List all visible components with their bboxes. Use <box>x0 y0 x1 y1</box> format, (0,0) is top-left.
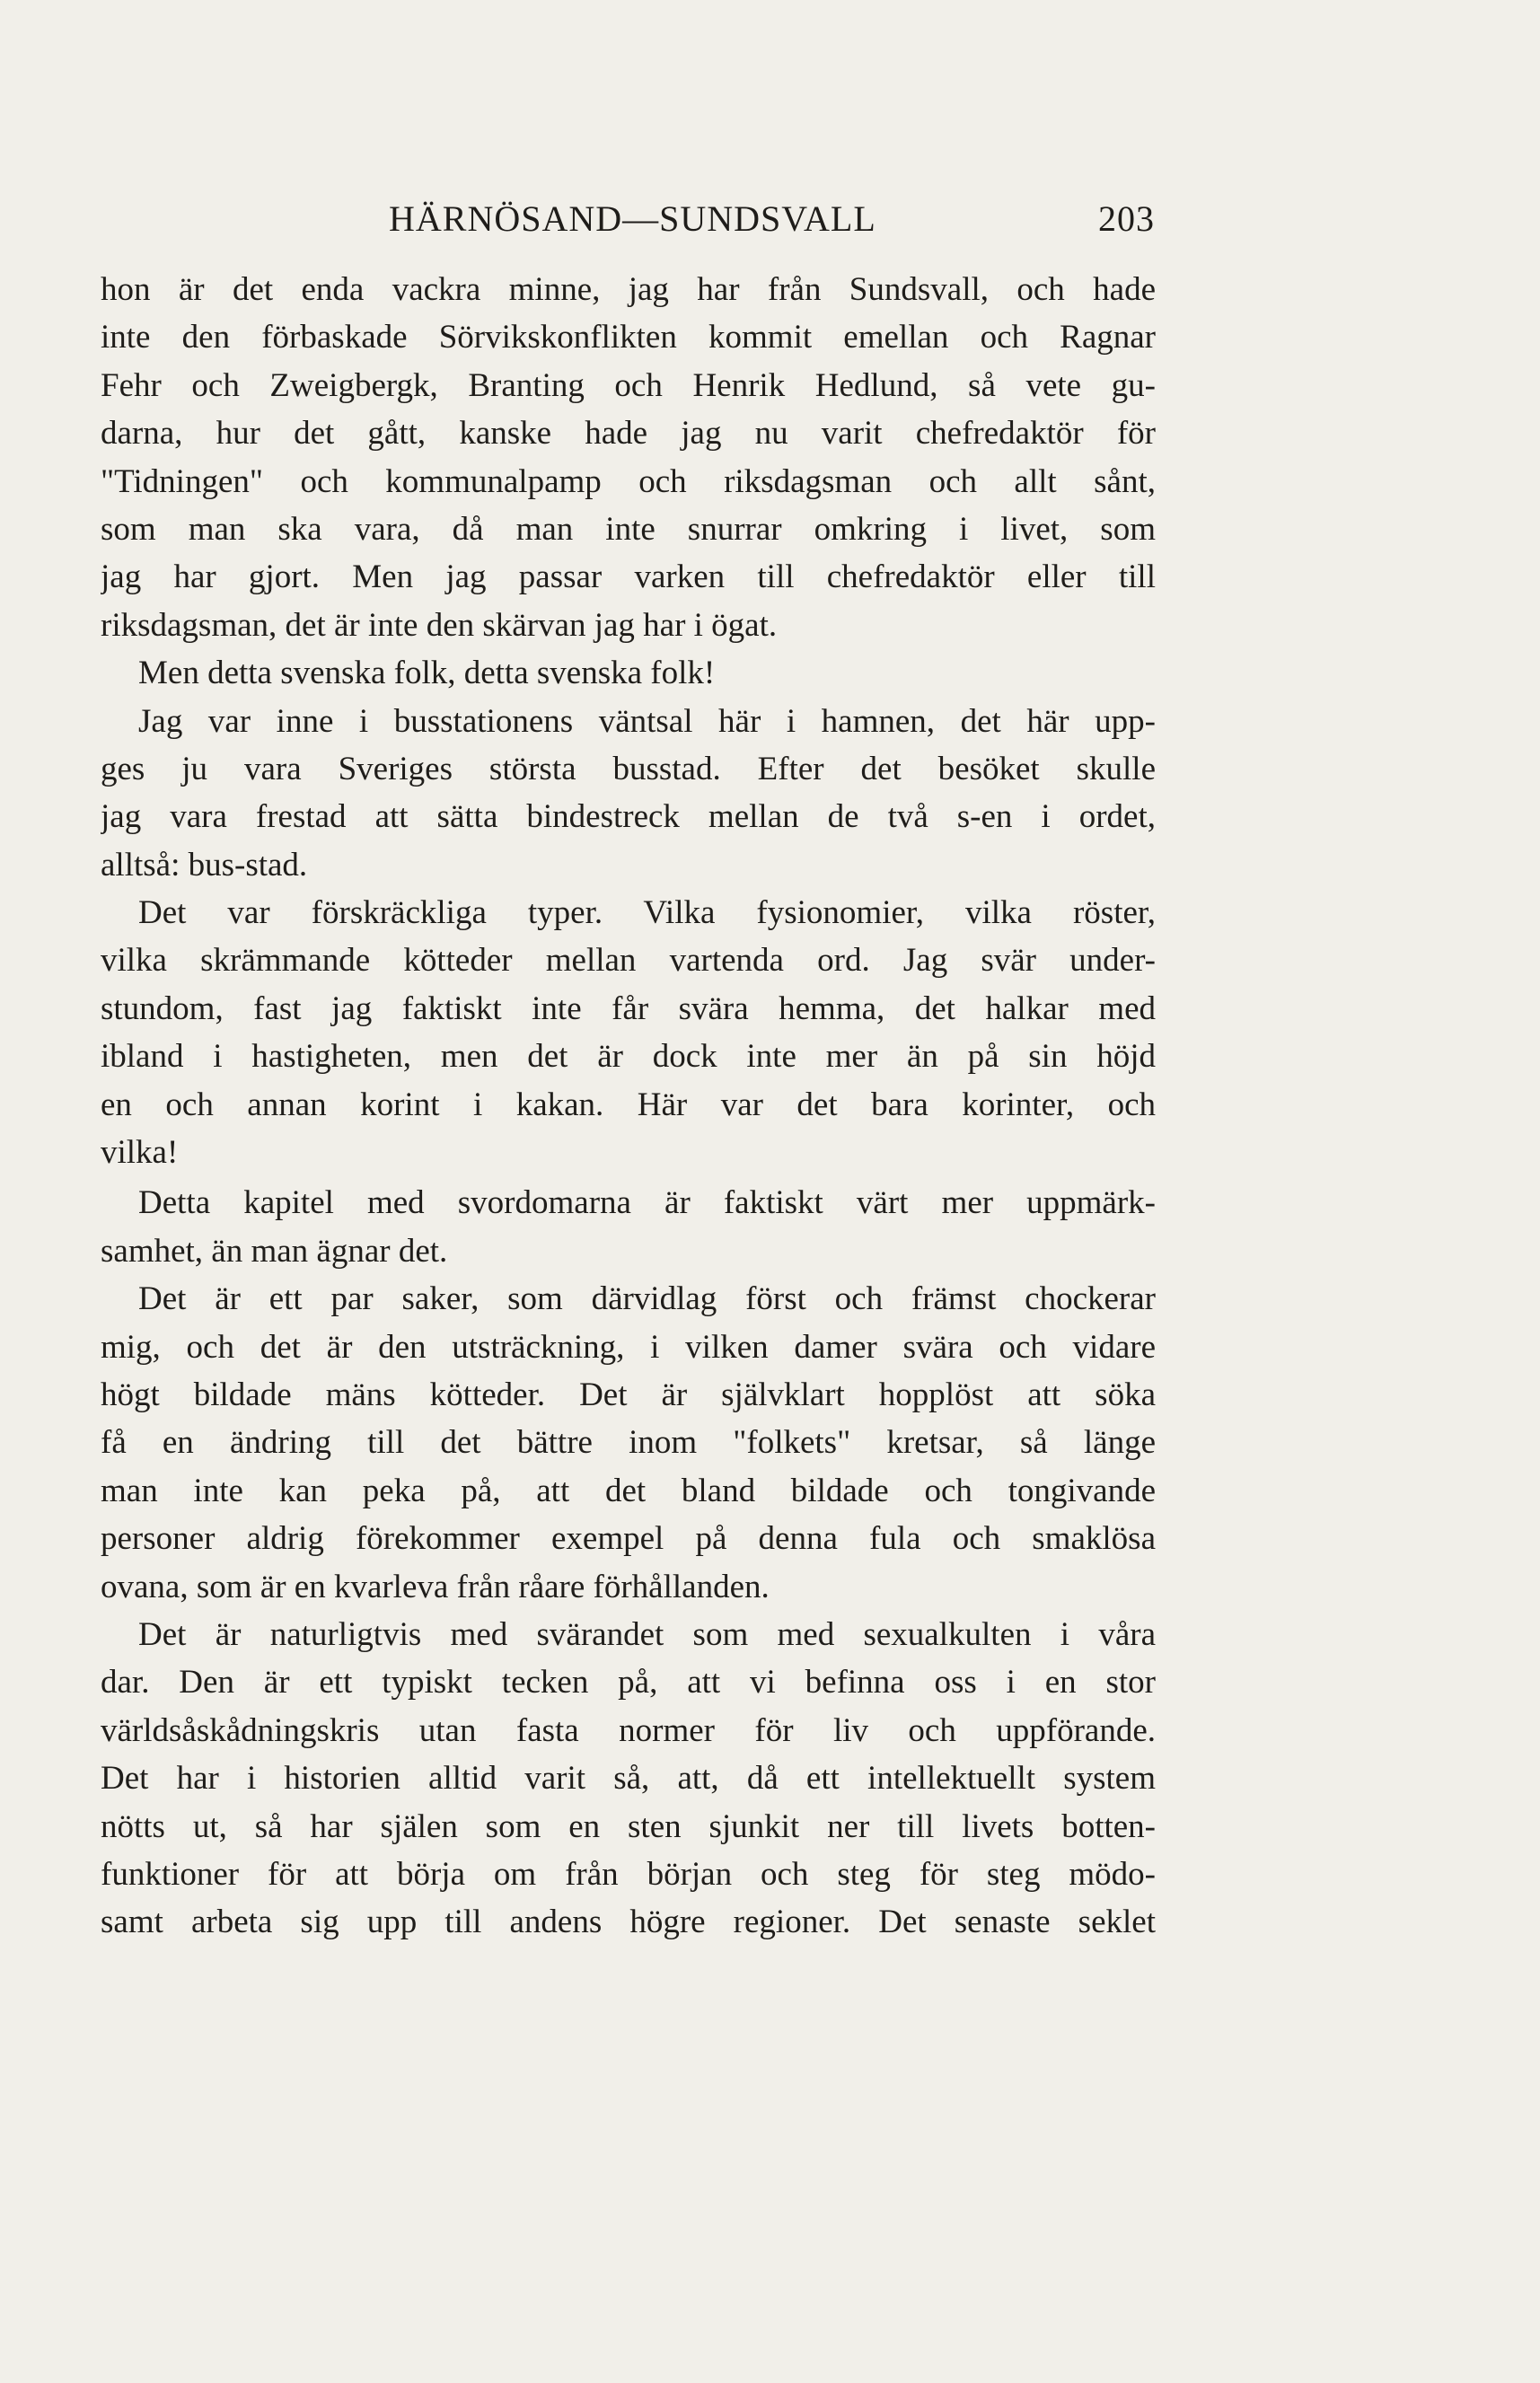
text-line: ibland i hastigheten, men det är dock inte mer än på sin höjd <box>101 1038 1156 1076</box>
text-line: stundom, fast jag faktiskt inte får svära hemma, det halkar med <box>101 989 1156 1027</box>
text-line: vilka skrämmande kötteder mellan vartenda ord. Jag svär under- <box>101 942 1156 980</box>
running-head <box>389 198 1170 242</box>
text-line: Jag var inne i busstationens väntsal här i hamnen, det här upp- <box>138 702 1156 740</box>
text-line: mig, och det är den utsträckning, i vilken damer svära och vidare <box>101 1328 1156 1366</box>
text-line: Men detta svenska folk, detta svenska folk! <box>138 655 716 692</box>
text-line: darna, hur det gått, kanske hade jag nu varit chefredaktör för <box>101 415 1156 453</box>
text-line: jag vara frestad att sätta bindestreck mellan de två s-en i ordet, <box>101 798 1156 836</box>
text-line: samhet, än man ägnar det. <box>101 1232 448 1270</box>
text-line: Fehr och Zweigbergk, Branting och Henrik Hedlund, så vete gu- <box>101 366 1156 404</box>
text-line: ovana, som är en kvarleva från råare förhållanden. <box>101 1568 770 1605</box>
text-line: funktioner för att börja om från början och steg för steg mödo- <box>101 1855 1156 1893</box>
text-line: högt bildade mäns kötteder. Det är självklart hopplöst att söka <box>101 1376 1156 1413</box>
text-line: Detta kapitel med svordomarna är faktiskt värt mer uppmärk- <box>138 1184 1156 1222</box>
text-line: riksdagsman, det är inte den skärvan jag har i ögat. <box>101 606 778 644</box>
text-line: hon är det enda vackra minne, jag har från Sundsvall, och hade <box>101 271 1156 308</box>
text-line: Det var förskräckliga typer. Vilka fysionomier, vilka röster, <box>138 894 1156 932</box>
text-line: Det är naturligtvis med svärandet som med sexualkulten i våra <box>138 1615 1156 1653</box>
text-line: ges ju vara Sveriges största busstad. Efter det besöket skulle <box>101 750 1156 787</box>
text-line: alltså: bus-stad. <box>101 846 308 884</box>
text-line: nötts ut, så har själen som en sten sjunkit ner till livets botten- <box>101 1807 1156 1845</box>
page-number: 203 <box>1098 198 1155 239</box>
text-line: dar. Den är ett typiskt tecken på, att vi befinna oss i en stor <box>101 1664 1156 1702</box>
text-line: samt arbeta sig upp till andens högre regioner. Det senaste seklet <box>101 1904 1156 1941</box>
text-line: en och annan korint i kakan. Här var det bara korinter, och <box>101 1086 1156 1123</box>
body-text <box>101 266 1156 1947</box>
text-line: vilka! <box>101 1134 179 1172</box>
text-line: som man ska vara, då man inte snurrar omkring i livet, som <box>101 510 1156 548</box>
text-line: personer aldrig förekommer exempel på denna fula och smaklösa <box>101 1520 1156 1558</box>
text-line: Det är ett par saker, som därvidlag först och främst chockerar <box>138 1280 1156 1318</box>
text-line: få en ändring till det bättre inom "folkets" kretsar, så länge <box>101 1424 1156 1462</box>
text-line: världsåskådningskris utan fasta normer för liv och uppförande. <box>101 1711 1156 1749</box>
text-line: Det har i historien alltid varit så, att, då ett intellektuellt system <box>101 1760 1156 1798</box>
text-line: "Tidningen" och kommunalpamp och riksdagsman och allt sånt, <box>101 462 1156 500</box>
text-line: inte den förbaskade Sörvikskonflikten kommit emellan och Ragnar <box>101 319 1156 356</box>
text-line: man inte kan peka på, att det bland bildade och tongivande <box>101 1472 1156 1509</box>
text-line: jag har gjort. Men jag passar varken till chefredaktör eller till <box>101 558 1156 596</box>
running-title: HÄRNÖSAND—SUNDSVALL <box>389 198 876 239</box>
